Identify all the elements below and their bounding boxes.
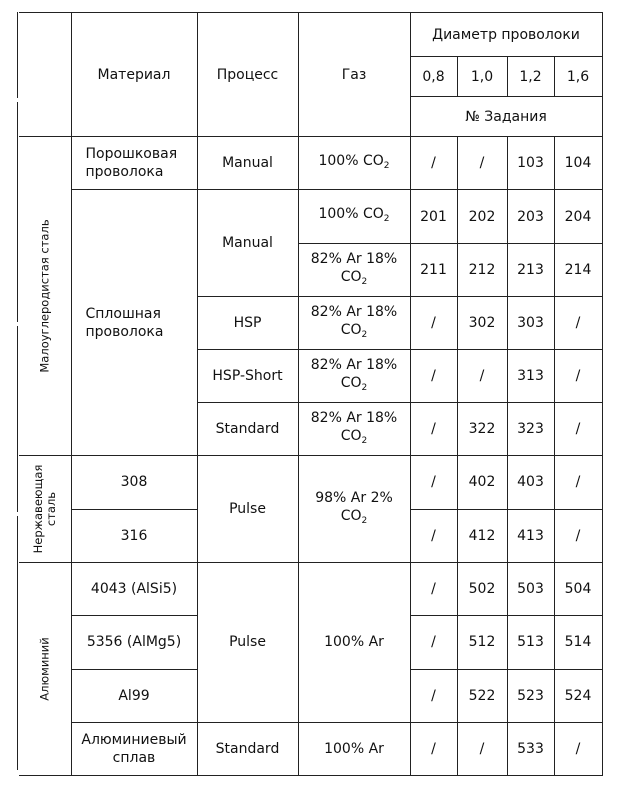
task-cell: 213 [507,244,554,297]
process-cell: Pulse [197,456,298,563]
task-cell: / [554,509,602,563]
process-cell: Pulse [197,563,298,723]
task-cell: / [457,137,507,190]
task-cell: / [410,669,457,722]
table-row [19,137,602,190]
task-cell: 202 [457,190,507,244]
task-cell: 403 [507,456,554,510]
gas-cell: 82% Ar 18% $CO_2$ [298,244,410,297]
header-task-number: № Задания [410,97,602,137]
task-cell: 204 [554,190,602,244]
task-cell: 502 [457,563,507,616]
group-label: Алюминий [37,637,52,701]
process-cell: Manual [197,190,298,297]
process-cell: HSP-Short [197,350,298,403]
table-row [19,722,602,775]
task-cell: 211 [410,244,457,297]
task-cell: / [410,297,457,350]
group-mild-steel [19,137,71,456]
task-cell: 103 [507,137,554,190]
task-cell: 512 [457,616,507,669]
group-label: Нержавеющая сталь [30,464,58,554]
diameter-1-0: 1,0 [457,57,507,97]
task-cell: 402 [457,456,507,510]
task-cell: 203 [507,190,554,244]
task-cell: 313 [507,350,554,403]
material-cell: 5356 (AlMg5) [71,616,197,669]
task-cell: 504 [554,563,602,616]
task-cell: 413 [507,509,554,563]
material-cell: Алюминиевый сплав [71,722,197,775]
task-cell: / [554,350,602,403]
task-cell: 322 [457,403,507,456]
process-cell: Standard [197,403,298,456]
header-wire-diameter: Диаметр проволоки [410,13,602,57]
material-cell: Сплошная проволока [71,190,197,456]
task-cell: / [554,722,602,775]
header-corner-cell [19,13,71,137]
task-cell: / [410,616,457,669]
gas-cell: 100% $CO_2$ [298,137,410,190]
task-cell: / [410,509,457,563]
task-cell: 104 [554,137,602,190]
task-cell: / [457,722,507,775]
group-label: Малоуглеродистая сталь [37,219,52,373]
task-cell: / [554,297,602,350]
task-cell: / [554,403,602,456]
process-cell: Standard [197,722,298,775]
task-cell: 303 [507,297,554,350]
material-cell: 308 [71,456,197,510]
table-row [19,190,602,244]
task-cell: 514 [554,616,602,669]
task-cell: 523 [507,669,554,722]
material-cell: Al99 [71,669,197,722]
task-cell: / [410,722,457,775]
task-cell: 533 [507,722,554,775]
table-row [19,456,602,510]
task-cell: 201 [410,190,457,244]
task-cell: 522 [457,669,507,722]
diameter-0-8: 0,8 [410,57,457,97]
material-cell: 316 [71,509,197,563]
task-cell: 212 [457,244,507,297]
task-cell: 503 [507,563,554,616]
task-cell: / [457,350,507,403]
task-cell: 524 [554,669,602,722]
material-cell: 4043 (AlSi5) [71,563,197,616]
diameter-1-2: 1,2 [507,57,554,97]
group-stainless-steel [19,456,71,563]
page-left-border [17,12,18,770]
header-process: Процесс [197,13,298,137]
task-cell: 302 [457,297,507,350]
gas-cell: 98% Ar 2% $CO_2$ [298,456,410,563]
task-cell: / [410,563,457,616]
table-row [19,563,602,616]
group-aluminium [19,563,71,776]
header-material: Материал [71,13,197,137]
gas-cell: 100% Ar [298,722,410,775]
gas-cell: 82% Ar 18% $CO_2$ [298,403,410,456]
header-row [19,13,602,57]
gas-cell: 100% Ar [298,563,410,723]
welding-program-table [19,12,603,776]
task-cell: / [410,350,457,403]
header-gas: Газ [298,13,410,137]
process-cell: HSP [197,297,298,350]
diameter-1-6: 1,6 [554,57,602,97]
task-cell: / [410,137,457,190]
task-cell: 323 [507,403,554,456]
gas-cell: 100% $CO_2$ [298,190,410,244]
task-cell: 513 [507,616,554,669]
task-cell: / [410,403,457,456]
gas-cell: 82% Ar 18% $CO_2$ [298,350,410,403]
task-cell: 412 [457,509,507,563]
task-cell: / [410,456,457,510]
material-cell: Порошковая проволока [71,137,197,190]
task-cell: / [554,456,602,510]
process-cell: Manual [197,137,298,190]
task-cell: 214 [554,244,602,297]
gas-cell: 82% Ar 18% $CO_2$ [298,297,410,350]
